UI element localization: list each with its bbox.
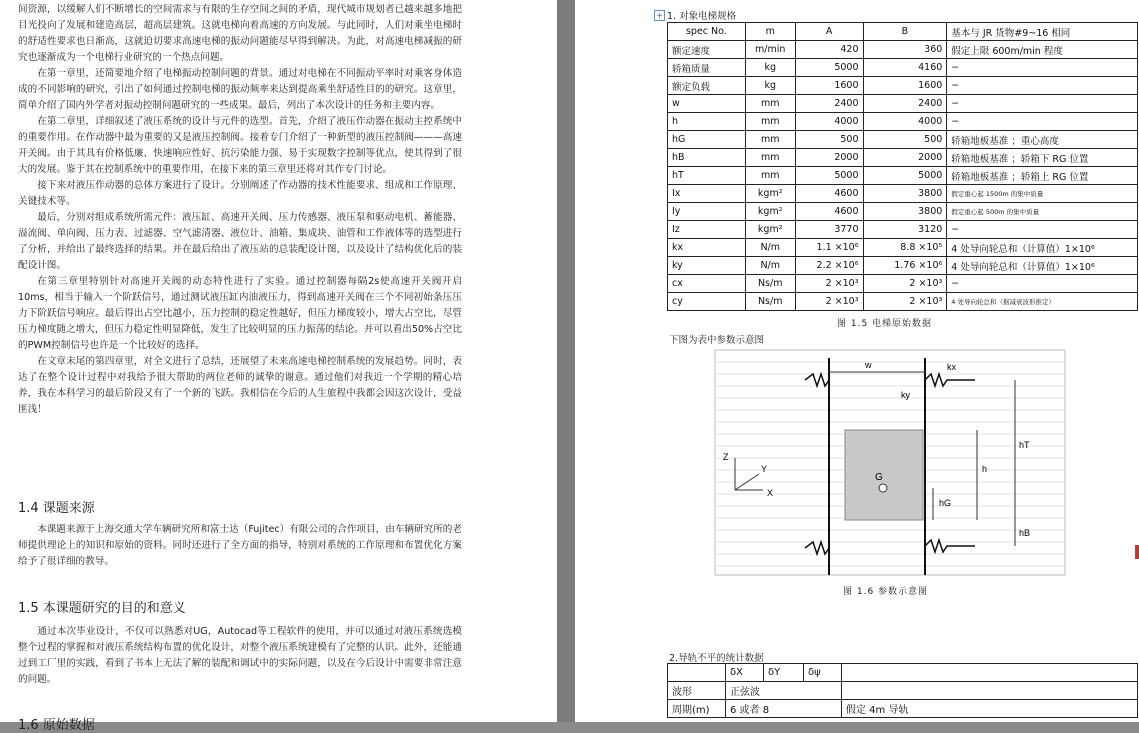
table-cell: cx	[668, 275, 746, 293]
table-cell: kgm²	[745, 185, 795, 203]
table-cell: mm	[745, 113, 795, 131]
table-cell: 轿箱地板基准 ；重心高度	[947, 131, 1138, 149]
table-cell: h	[668, 113, 746, 131]
table-cell: ky	[668, 257, 746, 275]
table-cell: 1.76 ×10⁶	[863, 257, 947, 275]
table-cell: kg	[745, 59, 795, 77]
label-h: h	[982, 464, 988, 474]
table-cell: 假定 4m 导轨	[842, 700, 1138, 718]
paragraph: 最后，分别对组成系统所需元件：液压缸、高速开关阀、压力传感器、液压泵和驱动电机、蓄能器、溢流阀、单向阀、压力表、过滤器、空气滤清器、液位计、油箱、集成块、油管和工作液体等的选型进行了分析，并给出了最终选择的结果。并在最后给出了液压站的总装配设计图，以及设计了结构优化后的装配设计图。	[18, 212, 462, 271]
table-row	[668, 113, 1138, 131]
label-z: Z	[723, 452, 729, 462]
table-cell: kgm²	[745, 203, 795, 221]
table-move-handle-icon[interactable]: +	[654, 10, 665, 21]
table-cell: Ns/m	[745, 275, 795, 293]
table-cell: −	[947, 95, 1138, 113]
table-cell	[668, 664, 726, 682]
paragraph: 接下来对液压作动器的总体方案进行了设计。分别阐述了作动器的技术性能要求、组成和工作原理、关键技术等。	[18, 180, 462, 207]
paragraph: 在第三章里特别针对高速开关阀的动态特性进行了实验。通过控制器每隔2s使高速开关阀开启10ms，相当于输入一个阶跃信号，通过测试液压缸内油液压力，得到高速开关阀在三个不同初始条压压力下阶跃信号响应。最后得出占空比越小，压力控制的稳定性越好，但压力梯度较小，增大占空比，尽管压力梯度随之增大，但压力稳定性明显降低，发生了比较明显的压力振荡的结论。并可以看出50%占空比的PWM控制信号也许是一个比较好的选择。	[18, 276, 462, 351]
table-cell: 8.8 ×10⁵	[863, 239, 947, 257]
table-header-cell: m	[745, 23, 795, 41]
table-cell: mm	[745, 149, 795, 167]
table-row	[668, 682, 1138, 700]
table-header-cell: spec No.	[668, 23, 746, 41]
table-cell: 周期(m)	[668, 700, 726, 718]
table-cell: 轿箱地板基准 ；轿箱上 RG 位置	[947, 167, 1138, 185]
table-cell: −	[947, 113, 1138, 131]
table-cell: kg	[745, 77, 795, 95]
table-cell: 假定重心起 500m 的集中质量	[947, 203, 1138, 221]
figure-caption: 图 1.6 参数示意图	[843, 587, 929, 597]
table-cell: 4000	[863, 113, 947, 131]
table-cell: 4160	[863, 59, 947, 77]
table-cell: 假定重心起 1500m 的集中质量	[947, 185, 1138, 203]
table-cell: 2400	[863, 95, 947, 113]
table-cell: 6 或者 8	[726, 700, 842, 718]
table-header-cell: A	[795, 23, 863, 41]
table-row	[668, 77, 1138, 95]
table-header-cell: 基本与 JR 货物#9~16 相同	[947, 23, 1138, 41]
table-row	[668, 275, 1138, 293]
table-cell: 4 处导向轮总和（计算值）1×10⁶	[947, 257, 1138, 275]
rail-stats-table	[667, 663, 1138, 718]
body-text-chapter-summary	[18, 2, 462, 418]
table-cell: N/m	[745, 257, 795, 275]
table-row	[668, 239, 1138, 257]
table-row	[668, 95, 1138, 113]
document-page-right	[575, 0, 1139, 722]
table-cell: kx	[668, 239, 746, 257]
paragraph: 间资源，以缓解人们不断增长的空间需求与有限的生存空间之间的矛盾，现代城市规划者已越来越多地把目光投向了发展和建造高层，超高层建筑。这就电梯向着高速的方向发展。与此同时，人们对乘坐电梯时的舒适性要求也日渐高，这就迫切要求高速电梯的振动问题能尽早得到解决。为此，对高速电梯减振的研究也逐渐成为一个电梯行业研究的一个热点问题。	[18, 4, 462, 63]
spec-section-heading: 1. 对象电梯规格	[667, 11, 737, 22]
paragraph: 在文章末尾的第四章里，对全文进行了总结，还展望了未来高速电梯控制系统的发展趋势。同时，表达了在整个设计过程中对我给予很大帮助的两位老师的诚挚的谢意。通过他们对我近一个学期的精心培养，我在本科学习的最后阶段又有了一个新的飞跃。我相信在今后的人生旅程中我都会因这次设计，受益匪浅！	[18, 356, 462, 415]
table-header-cell: δψ	[804, 664, 842, 682]
table-cell: 波形	[668, 682, 726, 700]
table-cell: Ix	[668, 185, 746, 203]
table-row	[668, 131, 1138, 149]
table-cell: 额定负载	[668, 77, 746, 95]
section-1-5-text	[18, 624, 462, 688]
table-row	[668, 41, 1138, 59]
table-row	[668, 185, 1138, 203]
table-row	[668, 149, 1138, 167]
table-header-cell: δY	[764, 664, 804, 682]
table-row	[668, 700, 1138, 718]
table-cell: −	[947, 221, 1138, 239]
table-cell: kgm²	[745, 221, 795, 239]
paragraph: 通过本次毕业设计，不仅可以熟悉对UG，Autocad等工程软件的使用，并可以通过对液压系统选模整个过程的掌握和对液压系统结构布置的优化设计，对整个液压系统建模有了完整的认识。此外，还能通过到工厂里的实践，看到了书本上无法了解的装配和调试中的实际问题，以及在今后设计中需要非常注意的问题。	[18, 626, 462, 685]
table-caption: 图 1.5 电梯原始数据	[837, 319, 933, 329]
table-cell: w	[668, 95, 746, 113]
table-cell: hG	[668, 131, 746, 149]
table-cell: 1600	[795, 77, 863, 95]
page-gutter	[557, 0, 575, 722]
table-cell: 2.2 ×10⁶	[795, 257, 863, 275]
table-cell: 360	[863, 41, 947, 59]
section-1-4-text	[18, 522, 462, 570]
table-cell: 5000	[795, 59, 863, 77]
table-row	[668, 257, 1138, 275]
table-cell: hT	[668, 167, 746, 185]
table-cell: m/min	[745, 41, 795, 59]
table-cell: 500	[863, 131, 947, 149]
table-cell: Ns/m	[745, 293, 795, 311]
table-header-cell: B	[863, 23, 947, 41]
table-header-row	[668, 23, 1138, 41]
table-cell: hB	[668, 149, 746, 167]
elevator-spec-table	[667, 22, 1138, 311]
table-cell: 420	[795, 41, 863, 59]
table-cell: 2000	[863, 149, 947, 167]
label-x: X	[767, 488, 774, 498]
document-page-left	[0, 0, 557, 733]
rail-section-heading: 2.导轨不平的统计数据	[669, 653, 764, 664]
table-cell: 4600	[795, 203, 863, 221]
table-row	[668, 203, 1138, 221]
table-cell: 2 ×10³	[863, 275, 947, 293]
center-of-gravity-point	[879, 484, 887, 492]
table-cell: 5000	[795, 167, 863, 185]
table-row	[668, 221, 1138, 239]
table-row	[668, 293, 1138, 311]
table-cell: 假定上限 600m/min 程度	[947, 41, 1138, 59]
table-cell: 1600	[863, 77, 947, 95]
table-cell: 3120	[863, 221, 947, 239]
table-cell	[842, 682, 1138, 700]
label-g: G	[875, 472, 883, 483]
table-header-cell: δX	[726, 664, 764, 682]
elevator-car	[845, 430, 923, 520]
table-cell: 2 ×10³	[863, 293, 947, 311]
table-cell: 5000	[863, 167, 947, 185]
table-cell: −	[947, 77, 1138, 95]
label-y: Y	[761, 464, 768, 474]
table-cell: −	[947, 275, 1138, 293]
paragraph: 在第一章里，还简要地介绍了电梯振动控制问题的背景。通过对电梯在不同振动平率时对乘客身体造成的不同影响的研究，引出了如何通过控制电梯的振动频率来达到提高乘坐舒适性目的的研究。这章里，简单介绍了国内外学者对振动控制问题研究的一些成果。最后，列出了本次设计的任务和主要内容。	[18, 68, 462, 111]
table-cell: 3770	[795, 221, 863, 239]
table-cell: mm	[745, 95, 795, 113]
table-cell: 2400	[795, 95, 863, 113]
diagram-intro-text: 下图为表中参数示意图	[669, 335, 765, 346]
table-cell: 1.1 ×10⁶	[795, 239, 863, 257]
table-cell: 轿箱质量	[668, 59, 746, 77]
table-cell: Iz	[668, 221, 746, 239]
table-cell: 正弦波	[726, 682, 842, 700]
table-cell: 4600	[795, 185, 863, 203]
table-cell: mm	[745, 167, 795, 185]
table-cell: 4 处导向轮总和（计算值）1×10⁶	[947, 239, 1138, 257]
table-cell: −	[947, 59, 1138, 77]
label-hb: hB	[1019, 528, 1031, 538]
table-cell: mm	[745, 131, 795, 149]
table-cell: N/m	[745, 239, 795, 257]
table-cell: 轿箱地板基准 ；轿箱下 RG 位置	[947, 149, 1138, 167]
table-cell	[842, 664, 1138, 682]
table-cell: 500	[795, 131, 863, 149]
label-w: w	[865, 360, 872, 370]
label-kx: kx	[947, 362, 956, 372]
parameter-diagram	[715, 350, 1065, 578]
section-heading-1-4: 1.4 课题来源	[18, 501, 95, 516]
table-cell: 4 处导向轮总和（据减衰波形推定）	[947, 293, 1138, 311]
label-hg: hG	[939, 498, 952, 508]
paragraph: 在第二章里，详细叙述了液压系统的设计与元件的选型。首先，介绍了液压作动器在振动主控系统中的重要作用。在作动器中最为重要的又是液压控制阀。接着专门介绍了一种新型的液压控制阀———高速开关阀。由于其具有价格低廉、快速响应性好、抗污染能力强、易于实现数字控制等优点，使其得到了很大的发展。鉴于其在控制系统中的重要作用，在接下来的第三章里还将对其作专门讨论。	[18, 116, 462, 175]
spec-table-body	[668, 41, 1138, 311]
paragraph: 本课题来源于上海交通大学车辆研究所和富士达（Fujitec）有限公司的合作项目，由车辆研究所的老师提供理论上的知识和原始的资料。同时还进行了全方面的指导，特别对系统的工作原理和布置优化方案给予了很详细的教导。	[18, 524, 462, 567]
table-row	[668, 59, 1138, 77]
comment-marker[interactable]	[1135, 545, 1139, 559]
table-cell: 2 ×10³	[795, 293, 863, 311]
table-cell: 3800	[863, 203, 947, 221]
section-heading-1-6: 1.6 原始数据	[18, 718, 95, 733]
table-cell: 额定速度	[668, 41, 746, 59]
section-heading-1-5: 1.5 本课题研究的目的和意义	[18, 601, 186, 616]
label-ht: hT	[1019, 440, 1030, 450]
table-cell: Iy	[668, 203, 746, 221]
table-cell: 2 ×10³	[795, 275, 863, 293]
table-cell: cy	[668, 293, 746, 311]
table-cell: 4000	[795, 113, 863, 131]
table-row	[668, 167, 1138, 185]
table-cell: 3800	[863, 185, 947, 203]
table-header-row	[668, 664, 1138, 682]
label-ky: ky	[901, 390, 910, 400]
table-cell: 2000	[795, 149, 863, 167]
